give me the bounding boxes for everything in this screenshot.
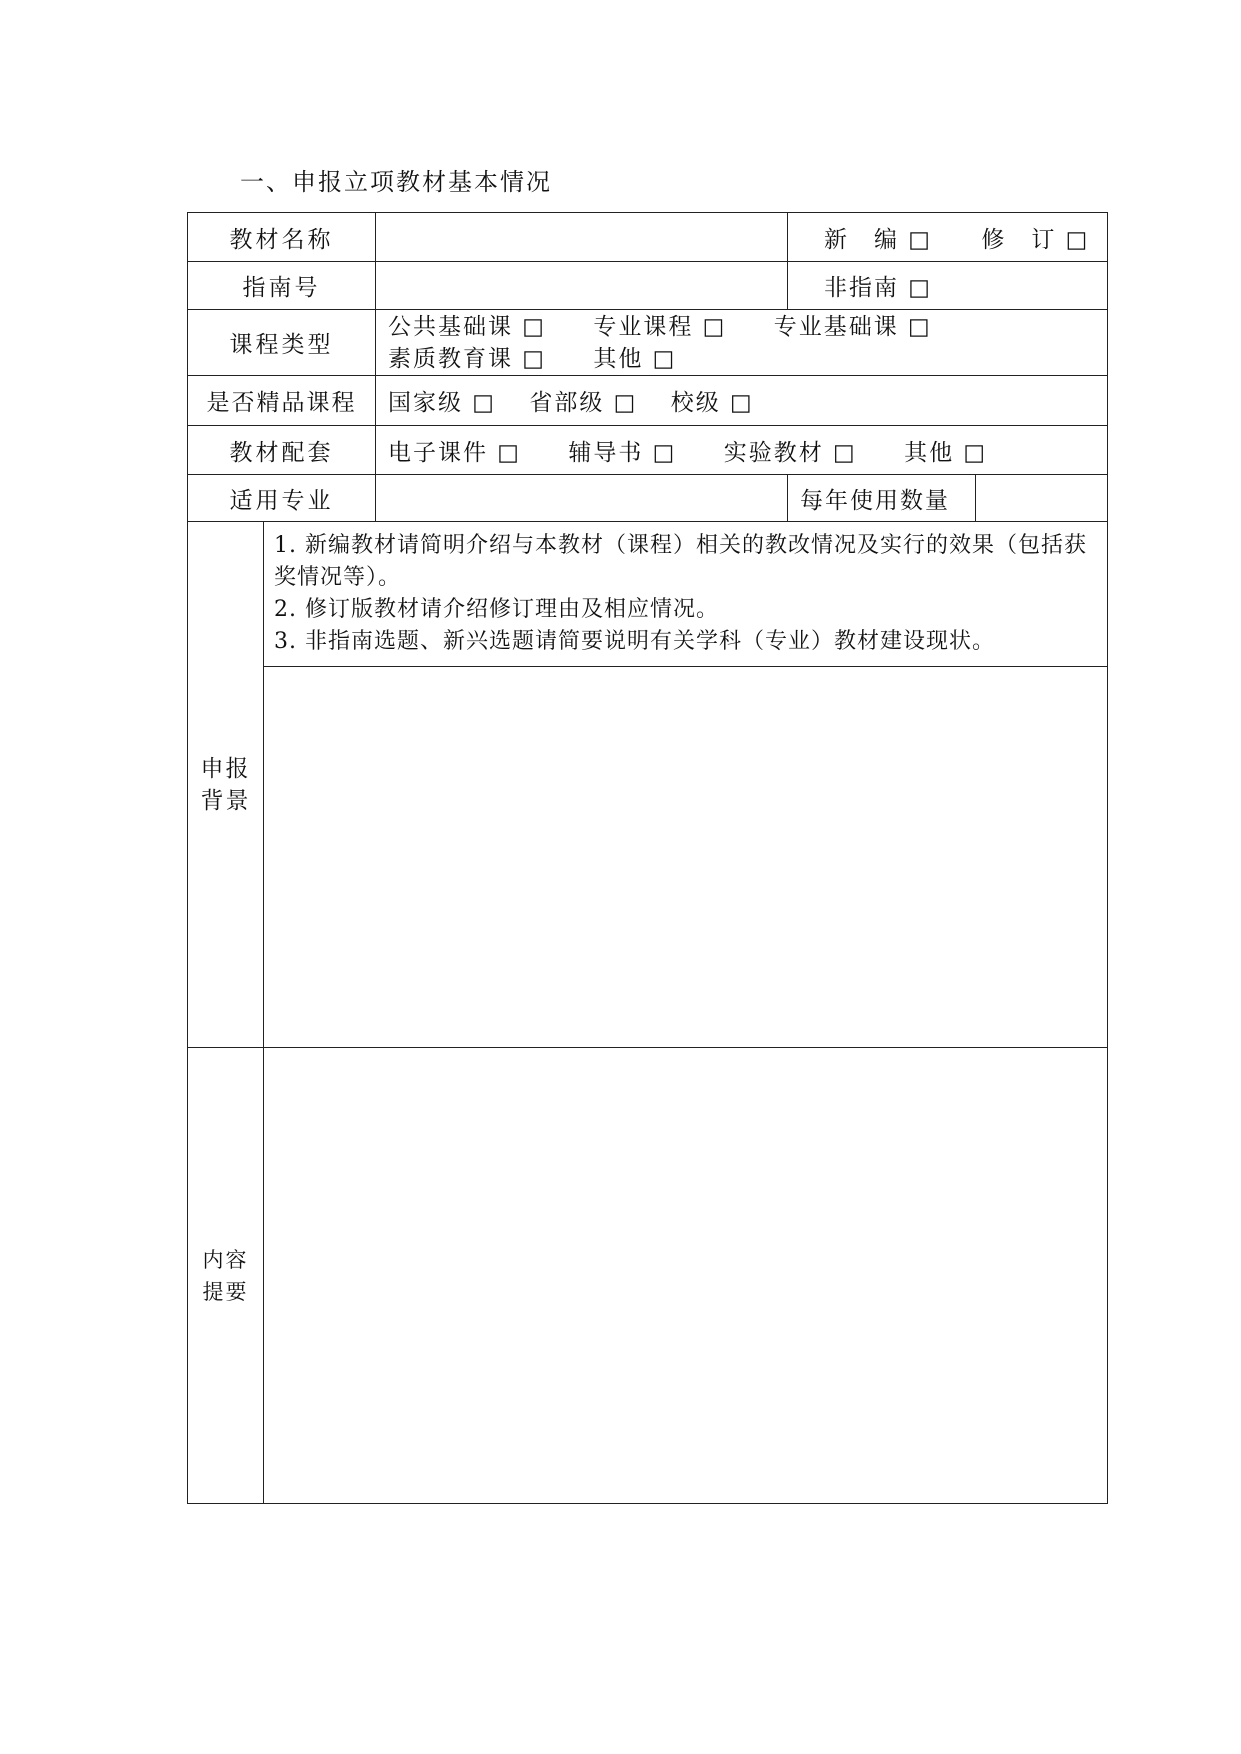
edition-options [788, 213, 1108, 262]
lab-textbook-checkbox[interactable]: 实验教材 □ [723, 439, 857, 466]
background-label-line2: 背景 [200, 787, 251, 814]
row-course-type [188, 310, 1108, 376]
section-heading: 一、申报立项教材基本情况 [240, 168, 552, 196]
major-basic-course-checkbox[interactable]: 专业基础课 □ [773, 313, 932, 340]
instruction-item: 3. 非指南选题、新兴选题请简要说明有关学科（专业）教材建设现状。 [274, 629, 995, 654]
row-content-summary [188, 1048, 1108, 1504]
public-basic-course-checkbox[interactable]: 公共基础课 □ [388, 313, 547, 340]
provincial-level-checkbox[interactable]: 省部级 □ [529, 390, 638, 416]
guide-number-label: 指南号 [188, 262, 376, 310]
summary-content-area[interactable] [264, 1048, 1108, 1504]
other-course-checkbox[interactable]: 其他 □ [593, 345, 677, 372]
background-instructions [264, 522, 1108, 667]
new-edition-checkbox[interactable]: 新 编 □ [824, 226, 933, 253]
row-textbook-name [188, 213, 1108, 262]
nonguide-option [788, 262, 1108, 310]
textbook-support-label: 教材配套 [188, 426, 376, 475]
annual-usage-label: 每年使用数量 [788, 475, 976, 522]
background-label [188, 522, 264, 1048]
row-quality-course [188, 376, 1108, 426]
row-guide-number [188, 262, 1108, 310]
courseware-checkbox[interactable]: 电子课件 □ [388, 439, 522, 466]
course-type-label: 课程类型 [188, 310, 376, 376]
course-type-options [376, 310, 1108, 376]
quality-course-label: 是否精品课程 [188, 376, 376, 426]
textbook-name-field[interactable] [376, 213, 788, 262]
national-level-checkbox[interactable]: 国家级 □ [388, 390, 497, 416]
instruction-item: 1. 新编教材请简明介绍与本教材（课程）相关的教改情况及实行的效果（包括获奖情况等）。 [274, 533, 1087, 590]
quality-course-options [376, 376, 1108, 426]
background-content-area[interactable] [264, 667, 1108, 1048]
school-level-checkbox[interactable]: 校级 □ [670, 390, 754, 416]
row-background-content [188, 667, 1108, 1048]
summary-label-line2: 提要 [202, 1279, 249, 1304]
instruction-item: 2. 修订版教材请介绍修订理由及相应情况。 [274, 597, 719, 622]
row-background-notes [188, 522, 1108, 667]
quality-education-course-checkbox[interactable]: 素质教育课 □ [388, 345, 547, 372]
tutorial-book-checkbox[interactable]: 辅导书 □ [568, 439, 677, 466]
annual-usage-field[interactable] [976, 475, 1108, 522]
row-applicable-major [188, 475, 1108, 522]
revised-edition-checkbox[interactable]: 修 订 □ [981, 226, 1090, 253]
nonguide-checkbox[interactable]: 非指南 □ [824, 275, 933, 301]
application-form-table [187, 212, 1108, 1504]
applicable-major-field[interactable] [376, 475, 788, 522]
other-support-checkbox[interactable]: 其他 □ [904, 439, 988, 466]
summary-label-line1: 内容 [202, 1247, 249, 1272]
textbook-support-options [376, 426, 1108, 475]
background-label-line1: 申报 [200, 755, 251, 782]
guide-number-field[interactable] [376, 262, 788, 310]
row-textbook-support [188, 426, 1108, 475]
summary-label [188, 1048, 264, 1504]
textbook-name-label: 教材名称 [188, 213, 376, 262]
major-course-checkbox[interactable]: 专业课程 □ [593, 313, 727, 340]
applicable-major-label: 适用专业 [188, 475, 376, 522]
